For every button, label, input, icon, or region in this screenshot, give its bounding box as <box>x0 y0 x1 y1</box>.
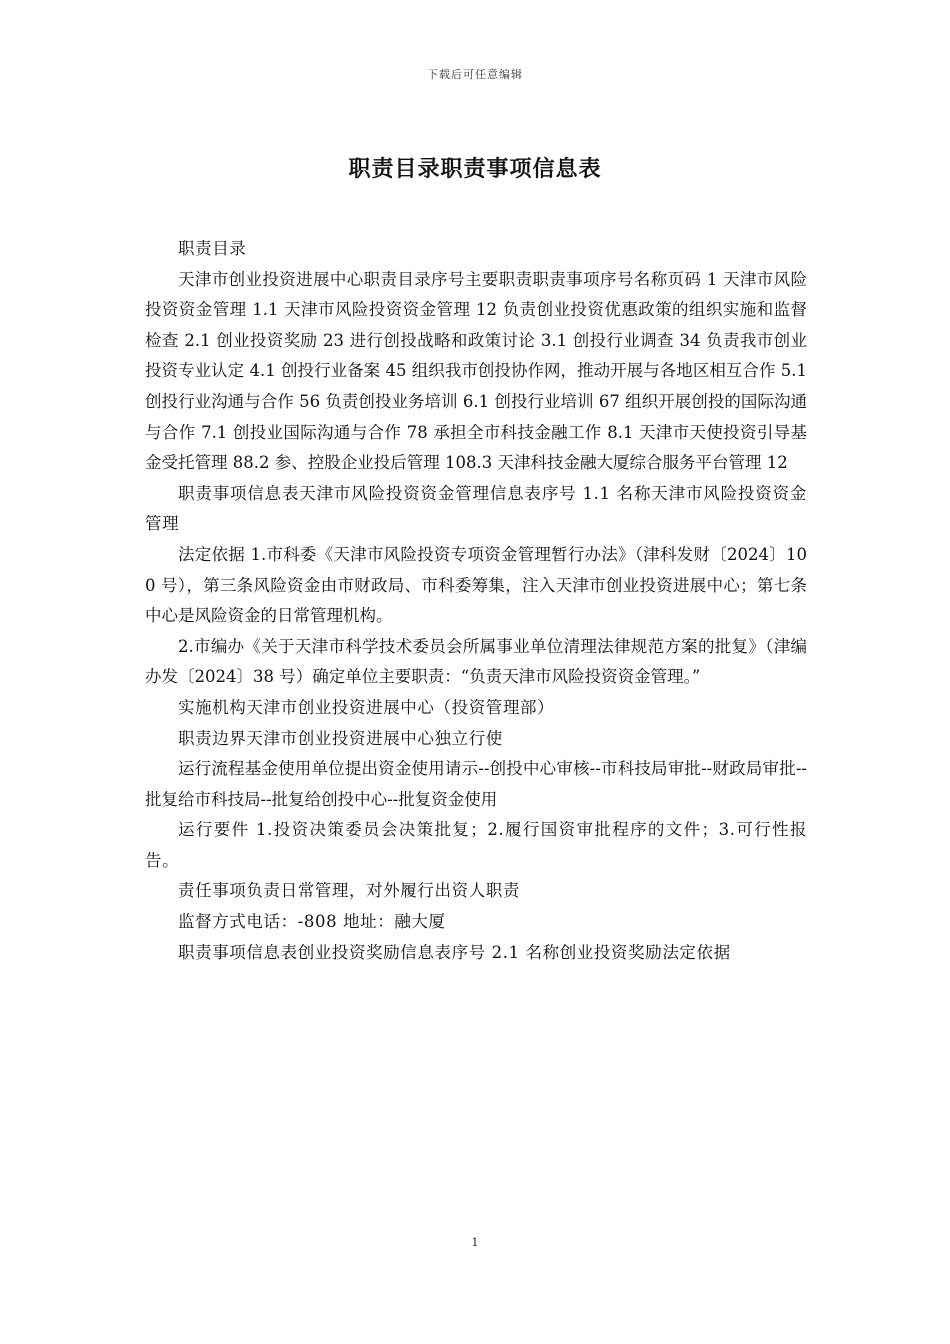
paragraph-requirements: 运行要件 1.投资决策委员会决策批复；2.履行国资审批程序的文件；3.可行性报告。 <box>145 820 807 870</box>
paragraph-next-table: 职责事项信息表创业投资奖励信息表序号 2.1 名称创业投资奖励法定依据 <box>178 942 731 962</box>
paragraph-workflow: 运行流程基金使用单位提出资金使用请示--创投中心审核--市科技局审批--财政局审批--批复给市科技局--批复给创投中心--批复资金使用 <box>145 759 807 809</box>
paragraph-info-table-intro: 职责事项信息表天津市风险投资资金管理信息表序号 1.1 名称天津市风险投资资金管理 <box>145 483 807 534</box>
paragraph-duty-boundary: 职责边界天津市创业投资进展中心独立行使 <box>178 728 503 748</box>
paragraph-implementing-agency: 实施机构天津市创业投资进展中心（投资管理部） <box>178 697 555 717</box>
paragraph-legal-basis: 法定依据 1.市科委《天津市风险投资专项资金管理暂行办法》（津科发财〔2024〕100 号），第三条风险资金由市财政局、市科委筹集，注入天津市创业投资进展中心；第七条中心是风险资金的日常管理机构。 <box>145 544 807 626</box>
paragraph-section-heading: 职责目录 <box>178 239 247 258</box>
page-header: 下载后可任意编辑 <box>427 68 523 81</box>
paragraph-supervision: 监督方式电话：-808 地址：融大厦 <box>178 912 446 932</box>
paragraph-legal-basis-2: 2.市编办《关于天津市科学技术委员会所属事业单位清理法律规范方案的批复》（津编办发〔2024〕38 号）确定单位主要职责：“负责天津市风险投资资金管理。” <box>145 636 807 687</box>
document-body <box>145 234 807 968</box>
paragraph-responsibilities: 责任事项负责日常管理，对外履行出资人职责 <box>178 881 520 901</box>
document-title: 职责目录职责事项信息表 <box>348 157 602 182</box>
page-number: 1 <box>471 1236 479 1249</box>
paragraph-duty-directory: 天津市创业投资进展中心职责目录序号主要职责职责事项序号名称页码 1 天津市风险投资资金管理 1.1 天津市风险投资资金管理 12 负责创业投资优惠政策的组织实施和监督检查 2.1 创业投资奖励 23 进行创投战略和政策讨论 3.1 创投行业调查 34 负责我市创业投资专业认定 4.1 创投行业备案 45 组织我市创投协作网，推动开展与各地区相互合作 5.1 创投行业沟通与合作 56 负责创投业务培训 6.1 创投行业培训 67 组织开展创投的国际沟通与合作 7.1 创投业国际沟通与合作 78 承担全市科技金融工作 8.1 天津市天使投资引导基金受托管理 88.2 参、控股企业投后管理 108.3 天津科技金融大厦综合服务平台管理 12 <box>145 269 807 473</box>
